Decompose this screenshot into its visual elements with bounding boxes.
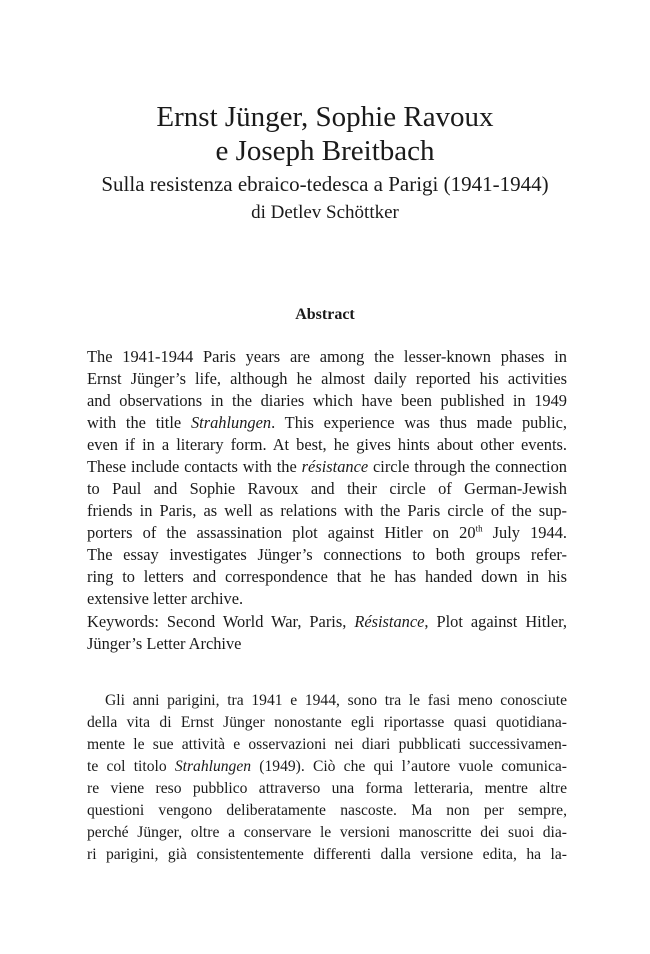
abstract-paragraph	[87, 346, 567, 610]
keywords-line	[87, 611, 567, 633]
subtitle: Sulla resistenza ebraico-tedesca a Parigi (1941-1944)	[101, 172, 549, 196]
abstract-text: with the title	[87, 413, 191, 432]
body-text: te col titolo	[87, 758, 175, 775]
title-line-2: e Joseph Breitbach	[215, 135, 435, 167]
body-text: (1949). Ciò che qui l’autore vuole comunica-	[251, 758, 567, 775]
body-line: della vita di Ernst Jünger nonostante egli riportasse quasi quotidiana-	[87, 714, 567, 731]
body-italic-title: Strahlungen	[174, 758, 252, 775]
abstract-line: ring to letters and correspondence that he has handed down in his	[87, 567, 567, 586]
abstract-line	[87, 456, 567, 478]
abstract-line	[87, 522, 567, 544]
abstract-text: . This experience was thus made public,	[271, 413, 568, 432]
keywords-text: , Plot against Hitler,	[424, 612, 567, 631]
abstract-text: circle through the connection	[368, 457, 567, 476]
keywords	[87, 611, 567, 655]
abstract-text: porters of the assassination plot against Hitler on 20	[87, 523, 476, 542]
abstract-line: to Paul and Sophie Ravoux and their circle of German-Jewish	[87, 479, 567, 498]
keywords-text: Keywords: Second World War, Paris,	[87, 612, 355, 631]
abstract-line: Ernst Jünger’s life, although he almost daily reported his activities	[87, 369, 567, 388]
abstract-line: friends in Paris, as well as relations with the Paris circle of the sup-	[87, 501, 567, 520]
abstract-text: July 1944.	[482, 523, 567, 542]
body-line: re viene reso pubblico attraverso una forma letteraria, mentre altre	[87, 780, 567, 797]
body-line	[87, 756, 567, 778]
abstract-line: The essay investigates Jünger’s connections to both groups refer-	[87, 545, 567, 564]
body-paragraph	[87, 690, 567, 866]
title-block	[60, 100, 590, 226]
keywords-italic: Résistance	[354, 612, 425, 631]
abstract-italic-term: résistance	[301, 457, 369, 476]
abstract-text: These include contacts with the	[87, 457, 302, 476]
author: di Detlev Schöttker	[251, 202, 399, 223]
keywords-line: Jünger’s Letter Archive	[87, 634, 242, 653]
abstract-line: and observations in the diaries which have been published in 1949	[87, 391, 567, 410]
title-line-1: Ernst Jünger, Sophie Ravoux	[156, 101, 494, 133]
abstract-heading: Abstract	[295, 306, 355, 323]
body-line: perché Jünger, oltre a conservare le versioni manoscritte dei suoi dia-	[87, 824, 567, 841]
abstract-line: even if in a literary form. At best, he gives hints about other events.	[87, 435, 567, 454]
body-line: Gli anni parigini, tra 1941 e 1944, sono tra le fasi meno conosciute	[105, 692, 567, 709]
body-line: mente le sue attività e osservazioni nei diari pubblicati successivamen-	[87, 736, 567, 753]
body-line: ri parigini, già consistentemente differenti dalla versione edita, ha la-	[87, 846, 567, 863]
abstract-italic-title: Strahlungen	[190, 413, 272, 432]
abstract-line: extensive letter archive.	[87, 589, 244, 608]
abstract-line	[87, 412, 567, 434]
ordinal-superscript: th	[475, 523, 483, 534]
abstract-line: The 1941-1944 Paris years are among the lesser-known phases in	[87, 347, 567, 366]
body-line: questioni vengono deliberatamente nascoste. Ma non per sempre,	[87, 802, 567, 819]
